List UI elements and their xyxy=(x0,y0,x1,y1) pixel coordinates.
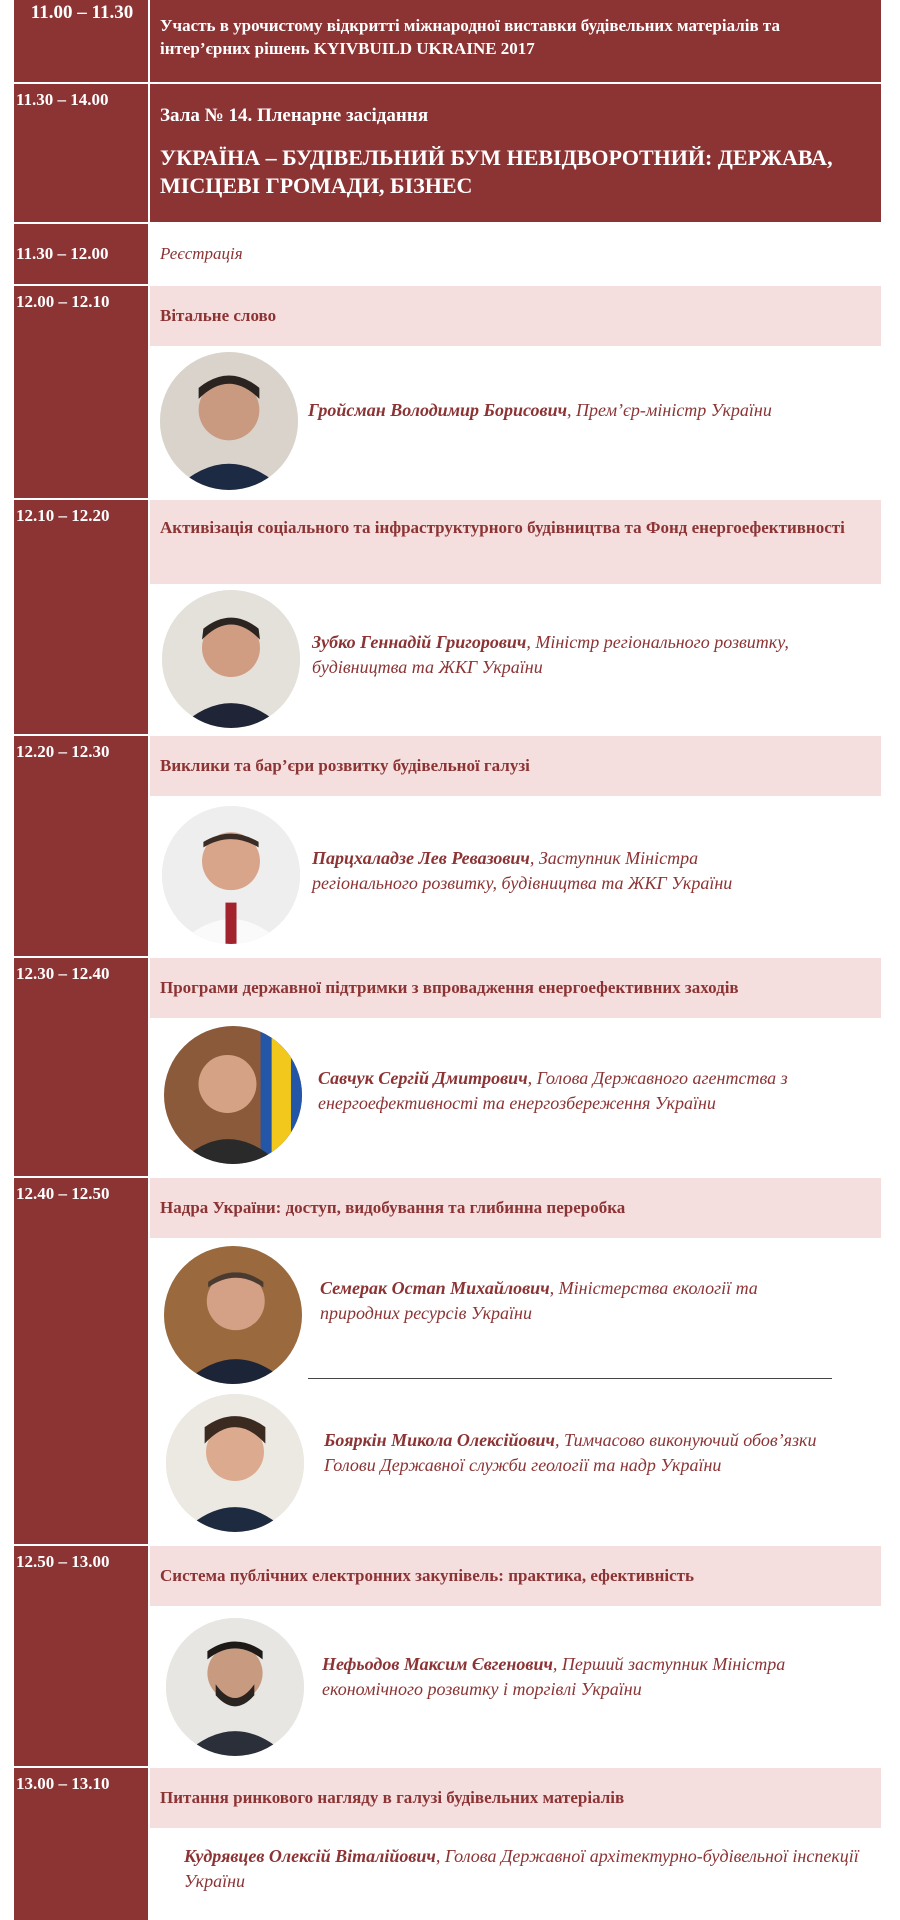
time-label: 12.40 – 12.50 xyxy=(16,1184,110,1203)
time-cell xyxy=(14,736,148,956)
time-label: 13.00 – 13.10 xyxy=(16,1774,110,1793)
topic-title: Надра України: доступ, видобування та глибинна переробка xyxy=(160,1198,626,1217)
topic-band xyxy=(150,736,881,796)
speaker-divider xyxy=(308,1378,832,1379)
topic-title: Вітальне слово xyxy=(160,306,277,325)
speaker-role: , Міністр регіонального розвитку, будівництва та ЖКГ України xyxy=(312,632,789,677)
speaker-avatar xyxy=(166,1618,304,1756)
time-cell xyxy=(14,224,148,284)
speaker-info xyxy=(318,1066,838,1116)
topic-band xyxy=(150,1546,881,1606)
topic-band xyxy=(150,286,881,346)
session-title: Участь в урочистому відкритті міжнародної виставки будівельних матеріалів та інтер’єрних рішень KYIVBUILD UKRAINE 2017 xyxy=(160,16,780,58)
speaker-role: , Міністерства екології та природних ресурсів України xyxy=(320,1278,758,1323)
speaker-role: , Голова Державної архітектурно-будівельної інспекції України xyxy=(184,1846,859,1891)
time-label: 12.30 – 12.40 xyxy=(16,964,110,983)
time-cell xyxy=(14,1546,148,1766)
time-label: 12.10 – 12.20 xyxy=(16,506,110,525)
speaker-avatar xyxy=(160,352,298,490)
speaker-role: , Перший заступник Міністра економічного розвитку і торгівлі України xyxy=(322,1654,786,1699)
topic-title: Програми державної підтримки з впровадження енергоефективних заходів xyxy=(160,978,739,997)
time-label: 12.20 – 12.30 xyxy=(16,742,110,761)
time-cell xyxy=(14,1768,148,1920)
speaker-role: , Голова Державного агентства з енергоефективності та енергозбереження України xyxy=(318,1068,788,1113)
topic-band xyxy=(150,1768,881,1828)
time-cell xyxy=(14,84,148,222)
hall-title: Зала № 14. Пленарне засідання xyxy=(160,105,429,126)
speaker-info xyxy=(312,630,852,680)
session-header xyxy=(150,0,881,82)
speaker-name: Семерак Остап Михайлович xyxy=(320,1278,550,1298)
topic-title: Питання ринкового нагляду в галузі будівельних матеріалів xyxy=(160,1788,625,1807)
time-label: 11.00 – 11.30 xyxy=(30,2,134,23)
time-cell xyxy=(14,1178,148,1544)
speaker-avatar xyxy=(162,590,300,728)
time-cell xyxy=(14,286,148,498)
plenary-header xyxy=(150,84,881,222)
speaker-name: Бояркін Микола Олексійович xyxy=(324,1430,555,1450)
speaker-name: Парцхаладзе Лев Ревазович xyxy=(312,848,530,868)
speaker-name: Савчук Сергій Дмитрович xyxy=(318,1068,528,1088)
topic-band xyxy=(150,958,881,1018)
speaker-avatar xyxy=(166,1394,304,1532)
time-cell xyxy=(14,500,148,734)
speaker-name: Кудрявцев Олексій Віталійович xyxy=(184,1846,436,1866)
speaker-info xyxy=(312,846,792,896)
speaker-role: , Прем’єр-міністр України xyxy=(567,400,772,420)
topic-title: Система публічних електронних закупівель: практика, ефективність xyxy=(160,1566,695,1585)
speaker-info xyxy=(308,398,868,423)
topic-band xyxy=(150,500,881,584)
topic-title: Виклики та бар’єри розвитку будівельної галузі xyxy=(160,756,530,775)
speaker-name: Гройсман Володимир Борисович xyxy=(308,400,568,420)
speaker-name: Зубко Геннадій Григорович xyxy=(312,632,527,652)
speaker-info xyxy=(322,1652,842,1702)
speaker-avatar xyxy=(164,1246,302,1384)
time-label: 11.30 – 14.00 xyxy=(16,90,109,109)
topic-band xyxy=(150,1178,881,1238)
speaker-info xyxy=(324,1428,864,1478)
time-cell xyxy=(14,0,148,82)
speaker-role: , Тимчасово виконуючий обов’язки Голови Державної служби геології та надр України xyxy=(324,1430,817,1475)
plenary-subtitle: УКРАЇНА – БУДІВЕЛЬНИЙ БУМ НЕВІДВОРОТНИЙ: ДЕРЖАВА, МІСЦЕВІ ГРОМАДИ, БІЗНЕС xyxy=(160,145,833,198)
speaker-avatar xyxy=(162,806,300,944)
speaker-role: , Заступник Міністра регіонального розвитку, будівництва та ЖКГ України xyxy=(312,848,733,893)
time-label: 12.00 – 12.10 xyxy=(16,292,110,311)
registration-label: Реєстрація xyxy=(160,244,243,263)
speaker-name: Нефьодов Максим Євгенович xyxy=(322,1654,553,1674)
time-label: 11.30 – 12.00 xyxy=(16,244,109,263)
time-label: 12.50 – 13.00 xyxy=(16,1552,110,1571)
speaker-info xyxy=(184,1844,874,1894)
registration-row xyxy=(150,224,881,284)
speaker-avatar xyxy=(164,1026,302,1164)
speaker-info xyxy=(320,1276,820,1326)
topic-title: Активізація соціального та інфраструктурного будівництва та Фонд енергоефективності xyxy=(160,518,845,537)
time-cell xyxy=(14,958,148,1176)
